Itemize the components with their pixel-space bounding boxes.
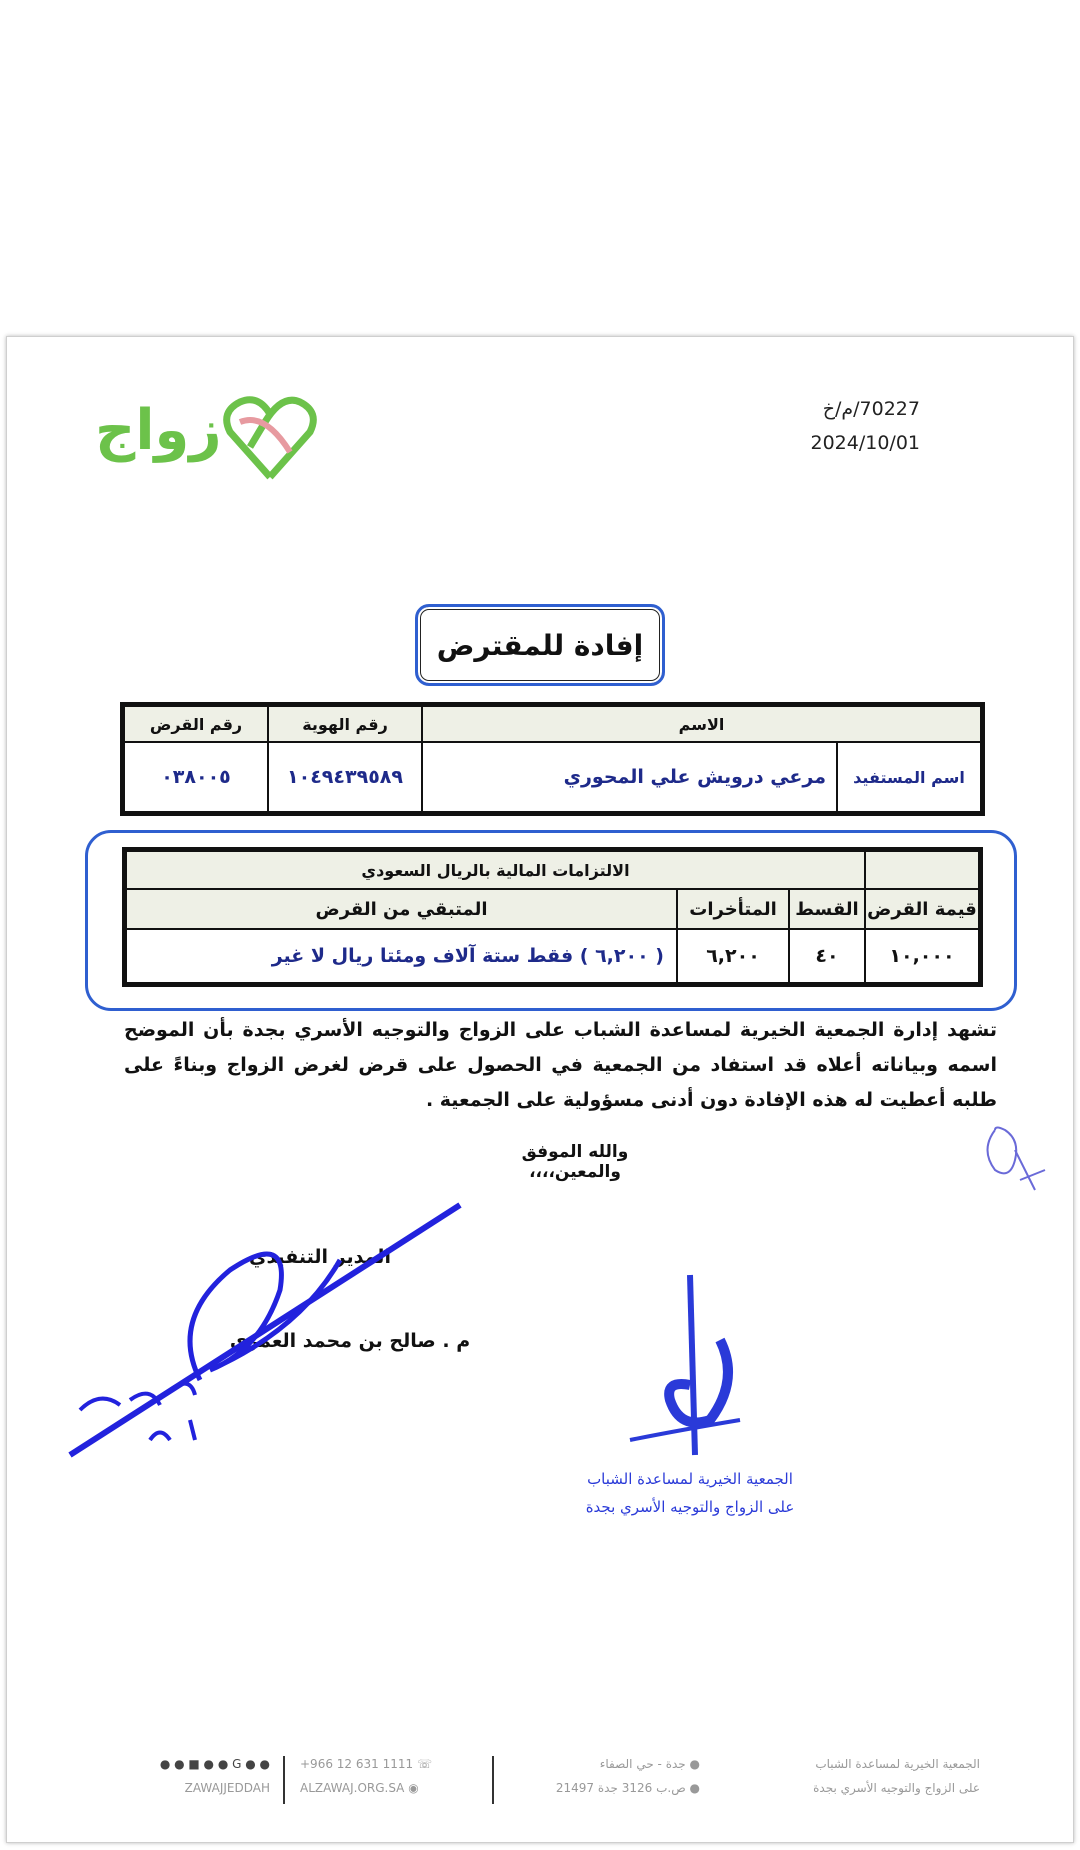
beneficiary-name: مرعي درويش علي المحوري xyxy=(422,742,837,814)
loan-value: ١٠,٠٠٠ xyxy=(865,929,981,985)
footer-org-line-1: الجمعية الخيرية لمساعدة الشباب xyxy=(815,1757,980,1771)
zawaj-logo xyxy=(95,392,320,482)
document-title: إفادة للمقترض xyxy=(415,604,665,686)
row-label-beneficiary: اسم المستفيد xyxy=(837,742,983,814)
header-name: الاسم xyxy=(422,705,983,743)
heart-logo-icon xyxy=(220,392,320,482)
empty-cell xyxy=(865,850,981,890)
header-arrears: المتأخرات xyxy=(677,889,789,929)
footer-address-line-1: جدة - حي الصفاء xyxy=(599,1757,686,1771)
header-id-number: رقم الهوية xyxy=(268,705,422,743)
group-header: الالتزامات المالية بالريال السعودي xyxy=(125,850,866,890)
footer-address xyxy=(510,1752,700,1800)
header-loan-number: رقم القرض xyxy=(123,705,269,743)
financial-table xyxy=(122,847,983,987)
header-loan-value: قيمة القرض xyxy=(865,889,981,929)
stamp-line-1: الجمعية الخيرية لمساعدة الشباب xyxy=(587,1470,793,1488)
document-date: 2024/10/01 xyxy=(810,432,920,454)
signatory-title: المدير التنفيذي xyxy=(249,1246,391,1268)
footer-address-line-2: ص.ب 3126 جدة 21497 xyxy=(555,1781,686,1795)
handwritten-signature xyxy=(60,1200,470,1500)
installment: ٤٠ xyxy=(789,929,865,985)
footer-org-line-2: على الزواج والتوجيه الأسري بجدة xyxy=(813,1781,980,1795)
header-installment: القسط xyxy=(789,889,865,929)
footer-divider xyxy=(283,1756,285,1804)
remaining-amount: ( ٦,٢٠٠ ) فقط ستة آلاف ومئتا ريال لا غير xyxy=(125,929,678,985)
footer-social xyxy=(120,1752,270,1800)
footer-org xyxy=(813,1752,980,1800)
stamp-emblem xyxy=(620,1270,760,1460)
stamp-line-2: على الزواج والتوجيه الأسري بجدة xyxy=(585,1498,795,1516)
reference-number: 70227/م/خ xyxy=(822,398,920,420)
header-remaining: المتبقي من القرض xyxy=(125,889,678,929)
phone-icon: ☏ xyxy=(416,1757,432,1771)
signatory-name: م . صالح بن محمد العمري xyxy=(229,1330,471,1352)
logo-text: زواج xyxy=(95,398,222,463)
footer-social-handle: ZAWAJJEDDAH xyxy=(184,1781,270,1795)
beneficiary-id-number: ١٠٤٩٤٣٩٥٨٩ xyxy=(268,742,422,814)
certification-paragraph: تشهد إدارة الجمعية الخيرية لمساعدة الشباب على الزواج والتوجيه الأسري بجدة بأن الموضح اسمه وبياناته أعلاه قد استفاد من الجمعية في الحصول على قرض لغرض الزواج وبناءً على طلبه أعطيت له هذه الإفادة دون أدنى مسؤولية على الجمعية . xyxy=(124,1019,997,1111)
location-icon: ● xyxy=(685,1757,700,1771)
footer-divider xyxy=(492,1756,494,1804)
organization-stamp xyxy=(580,1270,800,1550)
beneficiary-table xyxy=(120,702,985,816)
social-icons: ● ● ■ ● ● G ● ● xyxy=(159,1757,270,1771)
footer-website: ALZAWAJ.ORG.SA xyxy=(300,1781,405,1795)
footer-phone: +966 12 631 1111 xyxy=(300,1757,414,1771)
loan-number: ٠٣٨٠٠٥ xyxy=(123,742,269,814)
arrears: ٦,٢٠٠ xyxy=(677,929,789,985)
reference-block xyxy=(790,392,920,460)
globe-icon: ◉ xyxy=(408,1781,419,1795)
closing-phrase: والله الموفق والمعين،،،، xyxy=(521,1142,629,1182)
footer-contact xyxy=(300,1752,432,1800)
mailbox-icon: ● xyxy=(685,1781,700,1795)
initials-mark xyxy=(975,1110,1055,1210)
letterhead-footer xyxy=(120,1752,980,1812)
